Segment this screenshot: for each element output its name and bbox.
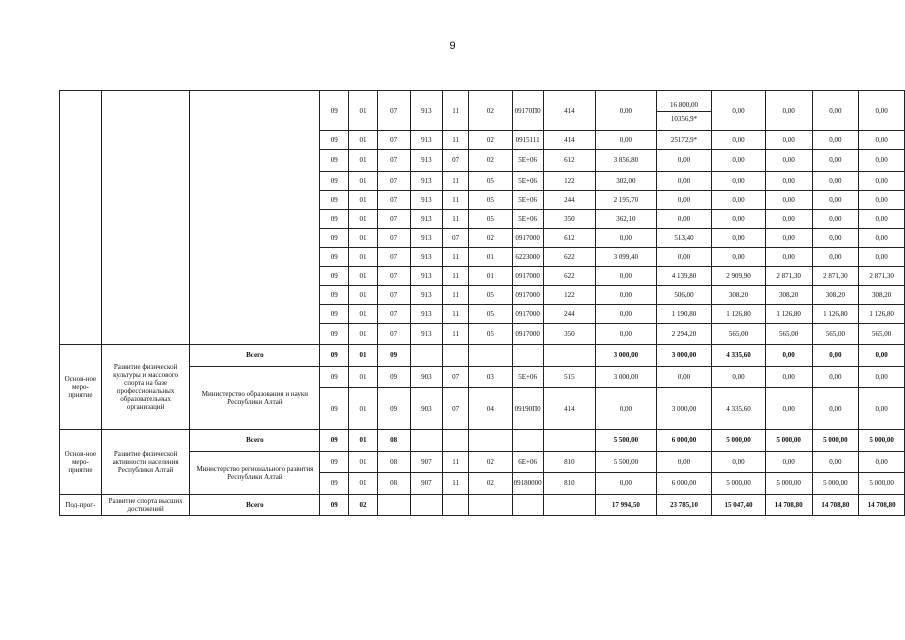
cell-val-2016: 0,00	[712, 131, 766, 150]
section1-executor: Министерство образования и науки Республики Алтай	[190, 366, 320, 430]
cell-pr: 05	[469, 190, 513, 209]
cell-val-2016: 4 335,60	[712, 345, 766, 367]
cell-pr: 05	[469, 171, 513, 190]
section2-executor: Министерство регионального развития Республики Алтай	[190, 451, 320, 494]
cell-csr: 5E+06	[512, 171, 543, 190]
cell-grbs: 913	[410, 228, 443, 247]
cell-val-2016: 0,00	[712, 247, 766, 266]
cell-vr: 350	[543, 209, 595, 228]
cell-val-2015: 0,00	[656, 209, 712, 228]
split-value-bottom: 10356,9*	[670, 115, 698, 123]
cell-pr: 01	[469, 247, 513, 266]
cell-val-2018: 0,00	[812, 131, 859, 150]
cell-grbs: 913	[410, 266, 443, 285]
cell-csr: 0917000	[512, 228, 543, 247]
cell-val-2016: 0,00	[712, 91, 766, 131]
cell-val-2015: 0,00	[656, 171, 712, 190]
cell-val-2019: 0,00	[859, 209, 905, 228]
table-row-total	[60, 345, 905, 367]
cell-csr: 5E+06	[512, 209, 543, 228]
cell-val-2019: 308,20	[859, 285, 905, 304]
cell-val-2018: 0,00	[812, 150, 859, 172]
cell-vr	[543, 494, 595, 516]
cell-pr: 05	[469, 285, 513, 304]
cell-vr: 414	[543, 131, 595, 150]
cell-rz	[443, 494, 469, 516]
cell-val-2015: 506,00	[656, 285, 712, 304]
section1-name: Развитие физической культуры и массового спорта на базе профессиональных образовательных организаций	[101, 345, 190, 430]
cell-pp: 01	[349, 388, 378, 430]
cell-om: 07	[377, 171, 410, 190]
section3-type: Под-прог-	[60, 494, 102, 516]
cell-grbs: 903	[410, 388, 443, 430]
cell-rz: 07	[443, 366, 469, 388]
cell-grbs: 913	[410, 304, 443, 323]
cell-val-2014: 5 500,00	[596, 451, 657, 473]
cell-rz: 11	[443, 190, 469, 209]
cell-gp: 09	[320, 247, 349, 266]
cell-om: 08	[377, 451, 410, 473]
cell-rz: 07	[443, 388, 469, 430]
cell-val-2014: 2 195,70	[596, 190, 657, 209]
cell-csr: 0917000	[512, 304, 543, 323]
cell-gp: 09	[320, 473, 349, 495]
section2-name: Развитие физической активности населения Республики Алтай	[101, 430, 190, 495]
cell-val-2017: 0,00	[765, 345, 812, 367]
cell-csr	[512, 494, 543, 516]
cell-csr: 0917000	[512, 285, 543, 304]
cell-pp: 01	[349, 285, 378, 304]
section1-total-label: Всего	[190, 345, 320, 367]
split-value-top: 16 800,00	[657, 98, 712, 112]
cell-val-2016: 0,00	[712, 209, 766, 228]
cell-pr: 05	[469, 304, 513, 323]
cell-val-2016: 2 909,90	[712, 266, 766, 285]
cell-pp: 01	[349, 473, 378, 495]
cell-val-2019: 0,00	[859, 131, 905, 150]
cell-csr: 5E+06	[512, 366, 543, 388]
cell-om: 07	[377, 247, 410, 266]
cell-gp: 09	[320, 209, 349, 228]
cell-gp: 09	[320, 494, 349, 516]
cell-gp: 09	[320, 451, 349, 473]
cell-val-2017: 0,00	[765, 150, 812, 172]
cell-vr: 122	[543, 285, 595, 304]
section2-total-label: Всего	[190, 430, 320, 452]
cell-csr: 0917000	[512, 323, 543, 345]
cell-val-2014: 3 856,80	[596, 150, 657, 172]
cell-val-2018: 0,00	[812, 190, 859, 209]
table-row-total	[60, 494, 905, 516]
cell-om	[377, 494, 410, 516]
cell-val-2019: 0,00	[859, 388, 905, 430]
cell-pr: 02	[469, 91, 513, 131]
cell-val-2016: 1 126,80	[712, 304, 766, 323]
cell-vr: 810	[543, 451, 595, 473]
cell-val-2019: 1 126,80	[859, 304, 905, 323]
cell-val-2018: 1 126,80	[812, 304, 859, 323]
cell-val-2019: 0,00	[859, 171, 905, 190]
cell-val-2017: 0,00	[765, 171, 812, 190]
cell-pr: 02	[469, 150, 513, 172]
cell-val-2017: 5 000,00	[765, 430, 812, 452]
cell-pp: 01	[349, 366, 378, 388]
cell-val-2015: 3 000,00	[656, 388, 712, 430]
cell-val-2019: 0,00	[859, 150, 905, 172]
cell-om: 07	[377, 209, 410, 228]
cell-val-2014: 0,00	[596, 323, 657, 345]
cell-csr: 09180000	[512, 473, 543, 495]
cell-gp: 09	[320, 388, 349, 430]
cell-val-2016: 4 335,60	[712, 388, 766, 430]
cell-rz: 11	[443, 266, 469, 285]
cell-val-2015: 6 000,00	[656, 473, 712, 495]
cell-pp: 01	[349, 209, 378, 228]
cell-val-2018: 5 000,00	[812, 473, 859, 495]
cell-om: 09	[377, 366, 410, 388]
cell-om: 07	[377, 228, 410, 247]
cell-om: 08	[377, 473, 410, 495]
cell-gp: 09	[320, 150, 349, 172]
cell-grbs: 913	[410, 91, 443, 131]
cell-csr: 6E+06	[512, 451, 543, 473]
cell-val-2014: 302,00	[596, 171, 657, 190]
cell-pr: 02	[469, 131, 513, 150]
cell-pp: 01	[349, 430, 378, 452]
cell-val-2018: 0,00	[812, 247, 859, 266]
cell-val-2019: 565,00	[859, 323, 905, 345]
cell-gp: 09	[320, 190, 349, 209]
cell-vr: 414	[543, 388, 595, 430]
cell-val-2016: 5 000,00	[712, 430, 766, 452]
cell-csr: 0917000	[512, 266, 543, 285]
cell-csr: 0915111	[512, 131, 543, 150]
cell-val-2015: 3 000,00	[656, 345, 712, 367]
cell-gp: 09	[320, 323, 349, 345]
cell-rz: 11	[443, 473, 469, 495]
cell-pr: 05	[469, 209, 513, 228]
cell-val-2017: 0,00	[765, 247, 812, 266]
cell-om: 07	[377, 131, 410, 150]
cell-val-2018: 0,00	[812, 388, 859, 430]
cell-val-2015: 0,00	[656, 150, 712, 172]
cell-vr: 515	[543, 366, 595, 388]
cell-rz: 11	[443, 171, 469, 190]
cell-val-2015: 25172,9*	[656, 131, 712, 150]
cell-val-2016: 0,00	[712, 451, 766, 473]
cell-rz: 07	[443, 150, 469, 172]
cell-pr: 05	[469, 323, 513, 345]
cell-csr: 09190П0	[512, 388, 543, 430]
section1-type: Основ-ное меро-приятие	[60, 345, 102, 430]
cell-val-2016: 0,00	[712, 171, 766, 190]
cell-val-2017: 0,00	[765, 190, 812, 209]
cell-val-2015: 0,00	[656, 366, 712, 388]
cell-rz: 11	[443, 323, 469, 345]
cell-val-2017: 1 126,80	[765, 304, 812, 323]
cell-val-2014: 0,00	[596, 285, 657, 304]
cell-om: 07	[377, 266, 410, 285]
cell-pp: 01	[349, 323, 378, 345]
cell-val-2014: 0,00	[596, 228, 657, 247]
cell-val-2019: 0,00	[859, 228, 905, 247]
cell-vr: 622	[543, 247, 595, 266]
cell-pp: 01	[349, 266, 378, 285]
cell-val-2018: 0,00	[812, 451, 859, 473]
cell-executor-continued	[190, 91, 320, 345]
cell-val-2014: 17 994,50	[596, 494, 657, 516]
cell-val-2019: 14 708,80	[859, 494, 905, 516]
cell-val-2015: 0,00	[656, 190, 712, 209]
cell-pp: 01	[349, 91, 378, 131]
cell-om: 08	[377, 430, 410, 452]
cell-rz: 11	[443, 247, 469, 266]
cell-vr: 350	[543, 323, 595, 345]
cell-val-2014: 0,00	[596, 304, 657, 323]
cell-pr	[469, 430, 513, 452]
cell-vr: 244	[543, 190, 595, 209]
cell-rz	[443, 430, 469, 452]
cell-val-2019: 5 000,00	[859, 430, 905, 452]
cell-grbs: 913	[410, 247, 443, 266]
cell-pp: 01	[349, 451, 378, 473]
cell-rz: 07	[443, 228, 469, 247]
cell-val-2018: 565,00	[812, 323, 859, 345]
cell-val-2016: 0,00	[712, 150, 766, 172]
cell-grbs: 913	[410, 171, 443, 190]
cell-gp: 09	[320, 91, 349, 131]
cell-val-2014: 0,00	[596, 91, 657, 131]
cell-grbs: 913	[410, 131, 443, 150]
cell-val-2015: 2 294,20	[656, 323, 712, 345]
page-number: 9	[449, 40, 456, 52]
cell-type-continued	[60, 91, 102, 345]
cell-gp: 09	[320, 131, 349, 150]
cell-val-2019: 0,00	[859, 345, 905, 367]
cell-val-2018: 0,00	[812, 345, 859, 367]
cell-val-2018: 0,00	[812, 209, 859, 228]
cell-val-2017: 14 708,80	[765, 494, 812, 516]
cell-grbs: 913	[410, 285, 443, 304]
cell-csr: 5E+06	[512, 190, 543, 209]
cell-val-2015: 23 785,10	[656, 494, 712, 516]
cell-val-2015: 0,00	[656, 451, 712, 473]
cell-val-2017: 0,00	[765, 209, 812, 228]
cell-csr	[512, 430, 543, 452]
cell-vr: 122	[543, 171, 595, 190]
cell-val-2019: 0,00	[859, 366, 905, 388]
cell-gp: 09	[320, 171, 349, 190]
cell-val-2017: 0,00	[765, 91, 812, 131]
cell-pp: 01	[349, 304, 378, 323]
cell-vr: 414	[543, 91, 595, 131]
cell-grbs: 913	[410, 190, 443, 209]
cell-val-2019: 0,00	[859, 190, 905, 209]
cell-val-2014: 5 500,00	[596, 430, 657, 452]
cell-val-2014: 0,00	[596, 473, 657, 495]
table-row	[60, 91, 905, 131]
cell-rz	[443, 345, 469, 367]
cell-pr: 01	[469, 266, 513, 285]
cell-om: 07	[377, 91, 410, 131]
cell-rz: 11	[443, 131, 469, 150]
section2-type: Основ-ное меро-приятие	[60, 430, 102, 495]
split-value-cell	[656, 91, 712, 131]
cell-om: 09	[377, 388, 410, 430]
cell-gp: 09	[320, 430, 349, 452]
cell-pr	[469, 345, 513, 367]
cell-val-2019: 2 871,30	[859, 266, 905, 285]
cell-val-2014: 3 099,40	[596, 247, 657, 266]
cell-rz: 11	[443, 285, 469, 304]
cell-gp: 09	[320, 228, 349, 247]
cell-pr: 04	[469, 388, 513, 430]
cell-val-2017: 0,00	[765, 228, 812, 247]
cell-val-2018: 0,00	[812, 91, 859, 131]
cell-val-2016: 5 000,00	[712, 473, 766, 495]
cell-csr: 5E+06	[512, 150, 543, 172]
cell-grbs: 903	[410, 366, 443, 388]
section3-name: Развитие спорта высших достижений	[101, 494, 190, 516]
cell-val-2014: 362,10	[596, 209, 657, 228]
cell-pp: 01	[349, 228, 378, 247]
cell-val-2017: 0,00	[765, 451, 812, 473]
cell-grbs: 907	[410, 473, 443, 495]
cell-csr: 09170П0	[512, 91, 543, 131]
cell-val-2018: 5 000,00	[812, 430, 859, 452]
cell-val-2018: 0,00	[812, 171, 859, 190]
cell-rz: 11	[443, 451, 469, 473]
cell-val-2018: 308,20	[812, 285, 859, 304]
cell-val-2016: 15 047,40	[712, 494, 766, 516]
cell-pp: 01	[349, 171, 378, 190]
cell-rz: 11	[443, 91, 469, 131]
cell-vr	[543, 345, 595, 367]
cell-val-2016: 0,00	[712, 366, 766, 388]
cell-val-2018: 2 871,30	[812, 266, 859, 285]
cell-val-2015: 0,00	[656, 247, 712, 266]
cell-val-2019: 0,00	[859, 91, 905, 131]
cell-vr: 612	[543, 150, 595, 172]
cell-val-2018: 0,00	[812, 228, 859, 247]
budget-table	[59, 90, 905, 516]
cell-gp: 09	[320, 345, 349, 367]
cell-val-2018: 14 708,80	[812, 494, 859, 516]
cell-om: 07	[377, 190, 410, 209]
cell-rz: 11	[443, 304, 469, 323]
cell-val-2015: 513,40	[656, 228, 712, 247]
cell-om: 07	[377, 323, 410, 345]
cell-val-2019: 0,00	[859, 451, 905, 473]
cell-grbs	[410, 494, 443, 516]
cell-grbs: 913	[410, 150, 443, 172]
cell-pr: 03	[469, 366, 513, 388]
cell-pr: 02	[469, 451, 513, 473]
cell-pr: 02	[469, 473, 513, 495]
section3-total-label: Всего	[190, 494, 320, 516]
cell-grbs: 913	[410, 209, 443, 228]
cell-val-2016: 0,00	[712, 228, 766, 247]
cell-om: 07	[377, 150, 410, 172]
cell-grbs: 913	[410, 323, 443, 345]
cell-pp: 01	[349, 190, 378, 209]
cell-val-2014: 0,00	[596, 388, 657, 430]
cell-gp: 09	[320, 266, 349, 285]
cell-val-2019: 0,00	[859, 247, 905, 266]
cell-pp: 01	[349, 150, 378, 172]
cell-val-2015: 1 190,80	[656, 304, 712, 323]
cell-gp: 09	[320, 285, 349, 304]
cell-val-2014: 0,00	[596, 131, 657, 150]
cell-val-2017: 0,00	[765, 131, 812, 150]
cell-val-2017: 0,00	[765, 388, 812, 430]
cell-val-2017: 565,00	[765, 323, 812, 345]
cell-val-2017: 308,20	[765, 285, 812, 304]
cell-pp: 01	[349, 247, 378, 266]
cell-gp: 09	[320, 366, 349, 388]
cell-vr	[543, 430, 595, 452]
cell-val-2014: 0,00	[596, 266, 657, 285]
cell-pr: 02	[469, 228, 513, 247]
cell-om: 07	[377, 285, 410, 304]
cell-val-2014: 3 000,00	[596, 345, 657, 367]
cell-om: 07	[377, 304, 410, 323]
cell-name-continued	[101, 91, 190, 345]
cell-vr: 612	[543, 228, 595, 247]
cell-grbs	[410, 345, 443, 367]
cell-val-2016: 308,20	[712, 285, 766, 304]
cell-val-2016: 0,00	[712, 190, 766, 209]
cell-val-2019: 5 000,00	[859, 473, 905, 495]
cell-csr: 6223000	[512, 247, 543, 266]
cell-grbs: 907	[410, 451, 443, 473]
cell-val-2015: 6 000,00	[656, 430, 712, 452]
cell-pp: 01	[349, 131, 378, 150]
cell-val-2016: 565,00	[712, 323, 766, 345]
cell-val-2017: 2 871,30	[765, 266, 812, 285]
cell-grbs	[410, 430, 443, 452]
cell-val-2018: 0,00	[812, 366, 859, 388]
cell-val-2017: 0,00	[765, 366, 812, 388]
cell-val-2015: 4 139,80	[656, 266, 712, 285]
cell-om: 09	[377, 345, 410, 367]
cell-vr: 622	[543, 266, 595, 285]
cell-rz: 11	[443, 209, 469, 228]
cell-vr: 244	[543, 304, 595, 323]
cell-pp: 01	[349, 345, 378, 367]
cell-csr	[512, 345, 543, 367]
table-row-total	[60, 430, 905, 452]
cell-val-2017: 5 000,00	[765, 473, 812, 495]
cell-vr: 810	[543, 473, 595, 495]
cell-pp: 02	[349, 494, 378, 516]
cell-val-2014: 3 000,00	[596, 366, 657, 388]
cell-gp: 09	[320, 304, 349, 323]
cell-pr	[469, 494, 513, 516]
